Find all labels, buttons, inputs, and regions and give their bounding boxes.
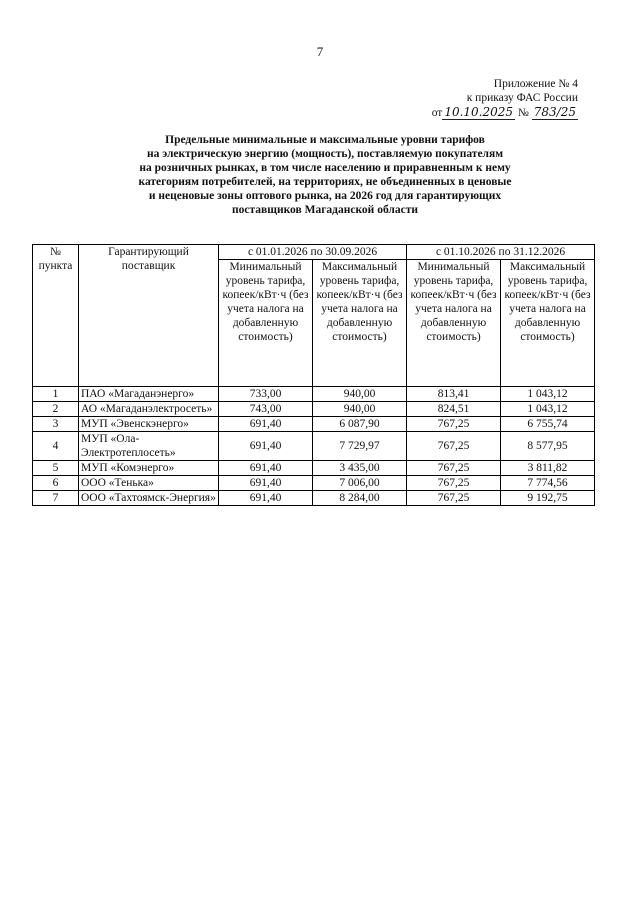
table-row [33,432,595,461]
row-supplier: ООО «Тахтоямск-Энергия» [79,491,219,506]
row-min-2: 813,41 [407,387,501,402]
row-num: 3 [33,417,79,432]
table-row [33,491,595,506]
row-max-2: 8 577,95 [501,432,595,461]
row-min-2: 767,25 [407,432,501,461]
row-min-2: 767,25 [407,461,501,476]
header-period-2: с 01.10.2026 по 31.12.2026 [407,245,595,260]
row-min-2: 767,25 [407,491,501,506]
tariff-table [32,244,595,506]
table-row [33,402,595,417]
row-min-2: 767,25 [407,476,501,491]
title-line: на электрическую энергию (мощность), поставляемую покупателям [146,148,504,160]
row-max-2: 1 043,12 [501,387,595,402]
page-number: 7 [316,44,324,59]
row-max-1: 940,00 [313,402,407,417]
row-num: 5 [33,461,79,476]
row-min-1: 691,40 [219,461,313,476]
row-max-1: 3 435,00 [313,461,407,476]
table-row [33,387,595,402]
header-min-1: Минимальный уровень тарифа, копеек/кВт·ч (без учета налога на добавленную стоимость) [219,260,313,387]
row-max-1: 7 729,97 [313,432,407,461]
document-title [130,133,520,217]
handwritten-number: 783/25 [533,105,576,119]
row-supplier: ООО «Тенька» [79,476,219,491]
row-max-2: 3 811,82 [501,461,595,476]
annex-title: Приложение № 4 [493,78,578,90]
title-line: и неценовые зоны оптового рынка, на 2026 год для гарантирующих [148,190,502,202]
row-min-2: 824,51 [407,402,501,417]
row-max-2: 1 043,12 [501,402,595,417]
title-line: поставщиков Магаданской области [232,204,418,216]
annex-order: к приказу ФАС России [466,92,578,104]
row-supplier: МУП «Комэнерго» [79,461,219,476]
row-supplier: ПАО «Магаданэнерго» [79,387,219,402]
handwritten-date: 10.10.2025 [444,105,514,119]
row-num: 6 [33,476,79,491]
row-max-1: 7 006,00 [313,476,407,491]
row-min-1: 691,40 [219,432,313,461]
row-min-1: 691,40 [219,476,313,491]
row-min-1: 743,00 [219,402,313,417]
row-min-1: 691,40 [219,417,313,432]
row-min-1: 691,40 [219,491,313,506]
title-line: категориям потребителей, на территориях, не объединенных в ценовые [138,176,512,188]
header-num: № пункта [33,245,79,387]
header-row-periods [33,245,595,260]
title-line: на розничных рынках, в том числе населению и приравненным к нему [139,162,511,174]
header-max-1: Максимальный уровень тарифа, копеек/кВт·ч (без учета налога на добавленную стоимость) [313,260,407,387]
row-num: 2 [33,402,79,417]
table-row [33,461,595,476]
row-supplier: АО «Магаданэлектросеть» [79,402,219,417]
annex-block [432,77,578,120]
header-supplier: Гарантирующий поставщик [79,245,219,387]
row-supplier: МУП «Эвенскэнерго» [79,417,219,432]
row-max-1: 940,00 [313,387,407,402]
row-supplier: МУП «Ола-Электротеплосеть» [79,432,219,461]
table-row [33,417,595,432]
number-prefix: № [517,107,529,119]
row-max-1: 8 284,00 [313,491,407,506]
row-num: 7 [33,491,79,506]
header-period-1: с 01.01.2026 по 30.09.2026 [219,245,407,260]
row-max-2: 7 774,56 [501,476,595,491]
row-max-1: 6 087,90 [313,417,407,432]
row-num: 4 [33,432,79,461]
header-max-2: Максимальный уровень тарифа, копеек/кВт·ч (без учета налога на добавленную стоимость) [501,260,595,387]
header-min-2: Минимальный уровень тарифа, копеек/кВт·ч (без учета налога на добавленную стоимость) [407,260,501,387]
title-line: Предельные минимальные и максимальные уровни тарифов [165,134,485,146]
annex-date-line [432,105,578,120]
row-max-2: 6 755,74 [501,417,595,432]
row-max-2: 9 192,75 [501,491,595,506]
date-prefix: от [431,107,443,119]
table-row [33,476,595,491]
row-min-1: 733,00 [219,387,313,402]
row-min-2: 767,25 [407,417,501,432]
row-num: 1 [33,387,79,402]
